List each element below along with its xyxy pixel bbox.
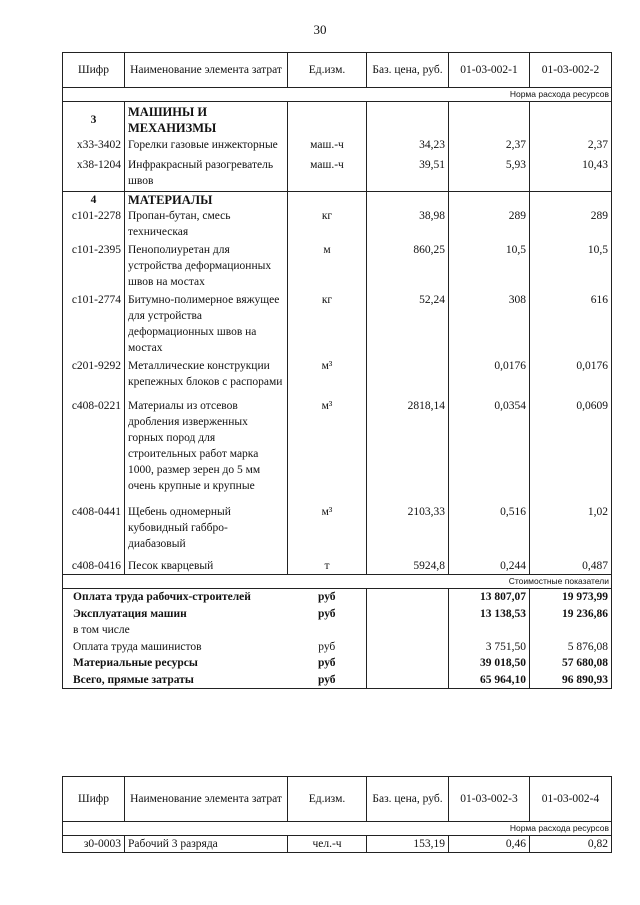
col-header-unit: Ед.изм. (288, 777, 367, 822)
resource-name: Пенополиуретан для устройства деформационных швов на мостах (125, 242, 288, 292)
resource-value-1: 0,46 (449, 836, 530, 853)
table-header-row (63, 53, 612, 88)
resource-name: Щебень одномерный кубовидный габбро-диабазовый (125, 504, 288, 558)
resource-price: 153,19 (367, 836, 449, 853)
resource-price: 38,98 (367, 208, 449, 242)
resource-unit: м³ (288, 398, 367, 504)
resource-table (62, 52, 612, 689)
summary-price (367, 639, 449, 656)
summary-name: Материальные ресурсы (63, 655, 288, 672)
summary-price (367, 589, 449, 606)
resource-value-1: 0,0354 (449, 398, 530, 504)
section-number: 3 (63, 102, 125, 137)
cost-label: Стоимостные показатели (63, 575, 612, 589)
empty-cell (288, 192, 367, 209)
summary-row (63, 672, 612, 689)
resource-price: 39,51 (367, 157, 449, 192)
resource-value-2: 10,43 (530, 157, 612, 192)
resource-price: 860,25 (367, 242, 449, 292)
empty-cell (367, 192, 449, 209)
col-header-code: Шифр (63, 53, 125, 88)
summary-name: Эксплуатация машин (63, 606, 288, 623)
summary-unit: руб (288, 589, 367, 606)
norm-row (63, 88, 612, 102)
summary-name: в том числе (63, 622, 288, 639)
resource-value-2: 289 (530, 208, 612, 242)
resource-code: з0-0003 (63, 836, 125, 853)
resource-code: с408-0441 (63, 504, 125, 558)
table-row (63, 242, 612, 292)
col-header-name: Наименование элемента затрат (125, 53, 288, 88)
resource-value-1: 0,0176 (449, 358, 530, 398)
resource-value-2: 616 (530, 292, 612, 358)
summary-value-2: 5 876,08 (530, 639, 612, 656)
summary-value-1: 13 807,07 (449, 589, 530, 606)
table-row (63, 157, 612, 192)
table-row (63, 292, 612, 358)
table-row (63, 136, 612, 157)
resource-value-1: 2,37 (449, 136, 530, 157)
resource-unit: кг (288, 208, 367, 242)
table-row (63, 558, 612, 575)
col-header-code: Шифр (63, 777, 125, 822)
summary-row (63, 655, 612, 672)
summary-price (367, 606, 449, 623)
resource-unit: т (288, 558, 367, 575)
summary-value-2: 96 890,93 (530, 672, 612, 689)
summary-row (63, 639, 612, 656)
resource-code: х33-3402 (63, 136, 125, 157)
summary-price (367, 622, 449, 639)
summary-value-1: 39 018,50 (449, 655, 530, 672)
summary-value-1 (449, 622, 530, 639)
summary-value-1: 65 964,10 (449, 672, 530, 689)
norm-row (63, 822, 612, 836)
table-row (63, 398, 612, 504)
empty-cell (530, 192, 612, 209)
norm-label: Норма расхода ресурсов (63, 822, 612, 836)
resource-code: с408-0221 (63, 398, 125, 504)
summary-value-2 (530, 622, 612, 639)
section-title: МАТЕРИАЛЫ (125, 192, 288, 209)
resource-code: с408-0416 (63, 558, 125, 575)
resource-value-1: 0,244 (449, 558, 530, 575)
summary-value-1: 3 751,50 (449, 639, 530, 656)
summary-value-2: 19 236,86 (530, 606, 612, 623)
resource-code: с201-9292 (63, 358, 125, 398)
resource-price: 5924,8 (367, 558, 449, 575)
resource-value-1: 0,516 (449, 504, 530, 558)
resource-name: Материалы из отсевов дробления изверженных горных пород для строительных работ марка 1000, размер зерен до 5 мм очень крупные и крупные (125, 398, 288, 504)
resource-value-2: 0,0609 (530, 398, 612, 504)
resource-unit: маш.-ч (288, 157, 367, 192)
resource-unit: кг (288, 292, 367, 358)
summary-price (367, 655, 449, 672)
resource-value-2: 2,37 (530, 136, 612, 157)
summary-unit: руб (288, 639, 367, 656)
summary-unit (288, 622, 367, 639)
summary-value-2: 19 973,99 (530, 589, 612, 606)
resource-value-2: 1,02 (530, 504, 612, 558)
resource-code: с101-2395 (63, 242, 125, 292)
resource-code: с101-2774 (63, 292, 125, 358)
resource-unit: м³ (288, 504, 367, 558)
resource-name: Металлические конструкции крепежных блоков с распорами (125, 358, 288, 398)
resource-price: 2818,14 (367, 398, 449, 504)
resource-unit: маш.-ч (288, 136, 367, 157)
table-row (63, 504, 612, 558)
resource-name: Битумно-полимерное вяжущее для устройства деформационных швов на мостах (125, 292, 288, 358)
col-header-price: Баз. цена, руб. (367, 53, 449, 88)
resource-code: с101-2278 (63, 208, 125, 242)
summary-name: Оплата труда машинистов (63, 639, 288, 656)
col-header-unit: Ед.изм. (288, 53, 367, 88)
resource-value-2: 0,0176 (530, 358, 612, 398)
col-header-code2: 01-03-002-2 (530, 53, 612, 88)
summary-row (63, 622, 612, 639)
resource-price: 2103,33 (367, 504, 449, 558)
summary-unit: руб (288, 606, 367, 623)
section-header-row (63, 102, 612, 137)
resource-unit: м³ (288, 358, 367, 398)
section-title: МАШИНЫ И МЕХАНИЗМЫ (125, 102, 288, 137)
resource-value-1: 5,93 (449, 157, 530, 192)
summary-unit: руб (288, 672, 367, 689)
summary-value-1: 13 138,53 (449, 606, 530, 623)
resource-code: х38-1204 (63, 157, 125, 192)
summary-name: Всего, прямые затраты (63, 672, 288, 689)
table-header-row (63, 777, 612, 822)
cost-label-row (63, 575, 612, 589)
summary-value-2: 57 680,08 (530, 655, 612, 672)
resource-name: Песок кварцевый (125, 558, 288, 575)
section-number: 4 (63, 192, 125, 209)
page-number: 30 (313, 22, 327, 37)
col-header-price: Баз. цена, руб. (367, 777, 449, 822)
resource-name: Рабочий 3 разряда (125, 836, 288, 853)
resource-table-2 (62, 776, 612, 853)
col-header-name: Наименование элемента затрат (125, 777, 288, 822)
resource-unit: м (288, 242, 367, 292)
empty-cell (449, 192, 530, 209)
summary-price (367, 672, 449, 689)
summary-row (63, 589, 612, 606)
table-row (63, 836, 612, 853)
summary-unit: руб (288, 655, 367, 672)
summary-name: Оплата труда рабочих-строителей (63, 589, 288, 606)
resource-value-1: 308 (449, 292, 530, 358)
resource-name: Горелки газовые инжекторные (125, 136, 288, 157)
resource-unit: чел.-ч (288, 836, 367, 853)
norm-label: Норма расхода ресурсов (63, 88, 612, 102)
summary-row (63, 606, 612, 623)
col-header-code3: 01-03-002-3 (449, 777, 530, 822)
resource-value-2: 10,5 (530, 242, 612, 292)
table-row (63, 358, 612, 398)
resource-price: 52,24 (367, 292, 449, 358)
resource-value-2: 0,487 (530, 558, 612, 575)
resource-price: 34,23 (367, 136, 449, 157)
resource-name: Пропан-бутан, смесь техническая (125, 208, 288, 242)
col-header-code4: 01-03-002-4 (530, 777, 612, 822)
resource-value-2: 0,82 (530, 836, 612, 853)
resource-name: Инфракрасный разогреватель швов (125, 157, 288, 192)
table-row (63, 208, 612, 242)
resource-value-1: 289 (449, 208, 530, 242)
resource-price (367, 358, 449, 398)
col-header-code1: 01-03-002-1 (449, 53, 530, 88)
resource-value-1: 10,5 (449, 242, 530, 292)
section-header-row (63, 192, 612, 209)
